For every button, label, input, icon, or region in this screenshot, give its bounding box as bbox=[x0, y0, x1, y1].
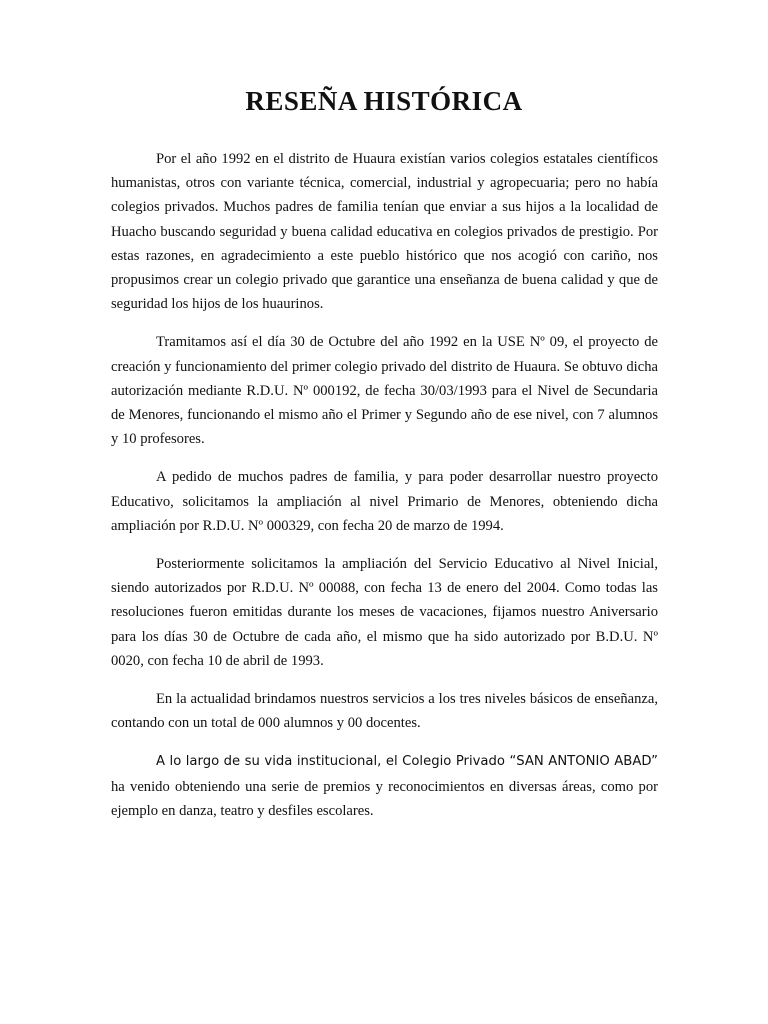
paragraph-current-services: En la actualidad brindamos nuestros servicios a los tres niveles básicos de enseñanza, contando con un total de 000 alumnos y 00 docentes. bbox=[111, 691, 658, 732]
document-body bbox=[111, 147, 658, 837]
paragraph-awards-rest: ha venido obteniendo una serie de premios y reconocimientos en diversas áreas, como por ejemplo en danza, teatro y desfiles escolares. bbox=[111, 778, 658, 819]
paragraph-initial-level: Posteriormente solicitamos la ampliación del Servicio Educativo al Nivel Inicial, siendo autorizados por R.D.U. Nº 00088, con fecha 13 de enero del 2004. Como todas las resoluciones fueron emitidas durante los meses de vacaciones, fijamos nuestro Aniversario para los días 30 de Octubre de cada año, el mismo que ha sido autorizado por B.D.U. Nº 0020, con fecha 10 de abril de 1993. bbox=[111, 556, 658, 669]
page-title: RESEÑA HISTÓRICA bbox=[245, 86, 523, 116]
paragraph-creation: Tramitamos así el día 30 de Octubre del año 1992 en la USE Nº 09, el proyecto de creación y funcionamiento del primer colegio privado del distrito de Huaura. Se obtuvo dicha autorización mediante R.D.U. Nº 000192, de fecha 30/03/1993 para el Nivel de Secundaria de Menores, funcionando el mismo año el Primer y Segundo año de ese nivel, con 7 alumnos y 10 profesores. bbox=[111, 334, 658, 448]
paragraph-awards-lead: A lo largo de su vida institucional, el Colegio Privado “SAN ANTONIO ABAD” bbox=[156, 754, 658, 770]
paragraph-origin: Por el año 1992 en el distrito de Huaura existían varios colegios estatales científicos humanistas, otros con variante técnica, comercial, industrial y agropecuaria; pero no había colegios privados. Muchos padres de familia tenían que enviar a sus hijos a la localidad de Huacho buscando seguridad y buena calidad educativa en colegios privados de prestigio. Por estas razones, en agradecimiento a este pueblo histórico que nos acogió con cariño, nos propusimos crear un colegio privado que garantice una enseñanza de buena calidad y que de seguridad los hijos de los huaurinos. bbox=[111, 151, 658, 313]
paragraph-primary-expansion: A pedido de muchos padres de familia, y para poder desarrollar nuestro proyecto Educativo, solicitamos la ampliación al nivel Primario de Menores, obteniendo dicha ampliación por R.D.U. Nº 000329, con fecha 20 de marzo de 1994. bbox=[111, 469, 658, 534]
paragraph-awards bbox=[111, 749, 658, 823]
